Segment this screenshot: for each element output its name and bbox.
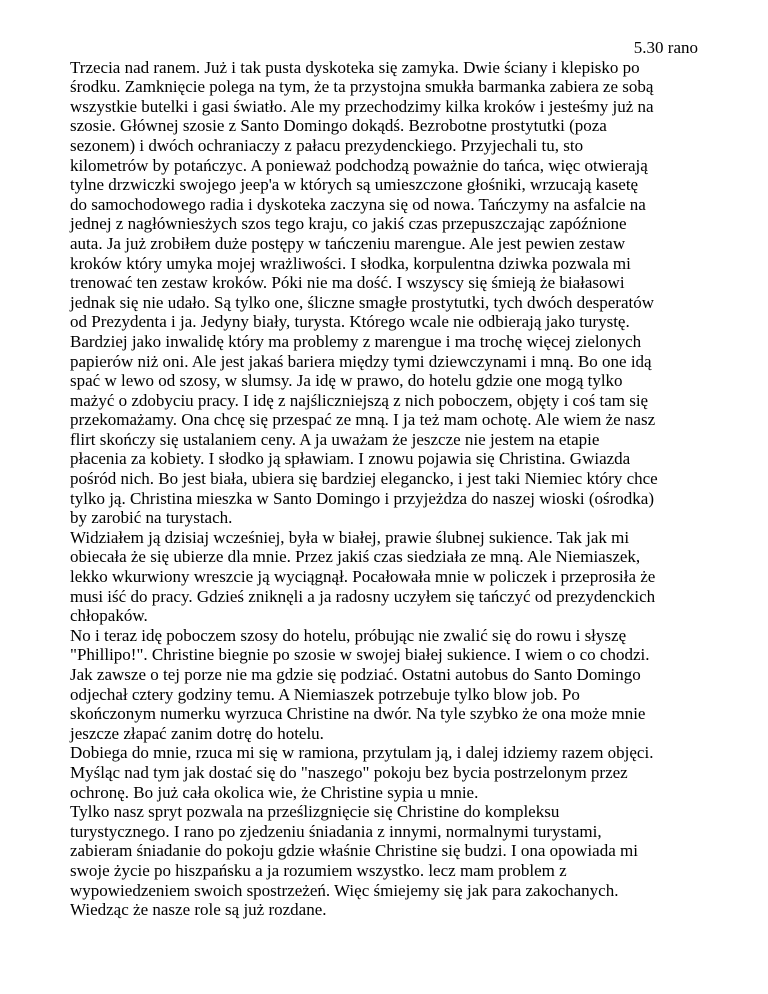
text-line: flirt skończy się ustalaniem ceny. A ja uważam że jeszcze nie jestem na etapie [70,429,600,449]
text-line: chłopaków. [70,606,148,626]
text-line: spać w lewo od szosy, w slumsy. Ja idę w prawo, do hotelu gdzie one mogą tylko [70,371,623,391]
text-line: kilometrów by potańczyc. A ponieważ podchodzą poważnie do tańca, więc otwierają [70,155,648,175]
text-line: jednak się nie udało. Są tylko one, śliczne smagłe prostytutki, tych dwóch desperatów [70,292,655,312]
text-line: sezonem) i dwóch ochraniaczy z pałacu prezydenckiego. Przyjechali tu, sto [70,135,584,155]
paragraph [70,626,710,744]
text-line: Bardziej jako inwalidę który ma problemy z marengue i ma trochę więcej zielonych [70,331,642,351]
text-line: auta. Ja już zrobiłem duże postępy w tańczeniu marengue. Ale jest pewien zestaw [70,233,626,253]
text-line: Widziałem ją dzisiaj wcześniej, była w białej, prawie ślubnej sukience. Tak jak mi [70,527,630,547]
paragraph [70,528,710,626]
text-line: pośród nich. Bo jest biała, ubiera się bardziej elegancko, i jest taki Niemiec który chce [70,469,658,489]
text-line: zabieram śniadanie do pokoju gdzie właśnie Christine się budzi. I ona opowiada mi [70,841,638,861]
text-line: Tylko nasz spryt pozwala na prześlizgnięcie się Christine do kompleksu [70,802,560,822]
text-line: Dobiega do mnie, rzuca mi się w ramiona, przytulam ją, i dalej idziemy razem objęci. [70,743,654,763]
text-line: odjechał cztery godziny temu. A Niemiaszek potrzebuje tylko blow job. Po [70,684,580,704]
text-line: skończonym numerku wyrzuca Christine na dwór. Na tyle szybko że ona może mnie [70,704,646,724]
text-line: swoje życie po hiszpańsku a ja rozumiem wszystko. lecz mam problem z [70,860,567,880]
text-line: tylko ją. Christina mieszka w Santo Domingo i przyjeżdza do naszej wioski (ośrodka) [70,488,655,508]
text-line: by zarobić na turystach. [70,508,233,528]
text-line: lekko wkurwiony wreszcie ją wyciągnął. Pocałowała mnie w policzek i przeprosiła że [70,567,656,587]
text-line: Myśląc nad tym jak dostać się do "naszego" pokoju bez bycia postrzelonym przez [70,762,628,782]
text-line: jeszcze złapać zanim dotrę do hotelu. [70,723,324,743]
text-line: jednej z nagłówniesżych szos tego kraju, co jakiś czas przepuszczając zapóźnione [70,214,627,234]
text-line: Trzecia nad ranem. Już i tak pusta dyskoteka się zamyka. Dwie ściany i klepisko po [70,57,640,77]
time-label: 5.30 rano [633,38,698,57]
text-line: od Prezydenta i ja. Jedyny biały, turysta. Którego wcale nie odbierają jako turystę. [70,312,630,332]
text-line: przekomażamy. Ona chcę się przespać ze mną. I ja też mam ochotę. Ale wiem że nasz [70,410,656,430]
text-line: wypowiedzeniem swoich spostrzeżeń. Więc śmiejemy się jak para zakochanych. [70,880,619,900]
text-line: "Phillipo!". Christine biegnie po szosie w swojej białej sukience. I wiem o co chodzi. [70,645,650,665]
paragraph [70,802,710,920]
text-line: No i teraz idę poboczem szosy do hotelu, próbując nie zwalić się do rowu i słyszę [70,625,627,645]
paragraph [70,743,710,802]
text-line: Jak zawsze o tej porze nie ma gdzie się podziać. Ostatni autobus do Santo Domingo [70,665,641,684]
text-line: płacenia za kobiety. I słodko ją spławiam. I znowu pojawia się Christina. Gwiazda [70,449,631,469]
text-line: wszystkie butelki i gasi światło. Ale my przechodzimy kilka kroków i jesteśmy już na [70,96,654,116]
text-line: turystycznego. I rano po zjedzeniu śniadania z innymi, normalnymi turystami, [70,821,602,841]
text-line: Wiedząc że nasze role są już rozdane. [70,900,327,920]
text-line: obiecała że się ubierze dla mnie. Przez jakiś czas siedziała ze mną. Ale Niemiaszek, [70,547,641,567]
paragraph [70,58,710,528]
text-line: tylne drzwiczki swojego jeep'a w których są umieszczone głośniki, wrzucają kasetę [70,175,639,195]
document-body [70,58,710,920]
text-line: środku. Zamknięcie polega na tym, że ta przystojna smukła barmanka zabiera ze sobą [70,77,654,97]
text-line: ochronę. Bo już cała okolica wie, że Christine sypia u mnie. [70,782,479,802]
text-line: musi iść do pracy. Gdzieś zniknęli a ja radosny uczyłem się tańczyć od prezydenckich [70,586,656,606]
text-line: do samochodowego radia i dyskoteka zaczyna się od nowa. Tańczymy na asfalcie na [70,194,646,214]
text-line: mażyć o zdobyciu pracy. I idę z najśliczniejszą z nich poboczem, objęty i coś tam się [70,390,649,410]
text-line: trenować ten zestaw kroków. Póki nie ma dość. I wszyscy się śmieją że białasowi [70,273,625,293]
document-page [70,38,710,920]
text-line: papierów niż oni. Ale jest jakaś bariera między tymi dziewczynami i mną. Bo one idą [70,351,652,371]
text-line: kroków który umyka mojej wrażliwości. I słodka, korpulentna dziwka pozwala mi [70,253,631,273]
text-line: szosie. Głównej szosie z Santo Domingo dokądś. Bezrobotne prostytutki (poza [70,116,607,136]
